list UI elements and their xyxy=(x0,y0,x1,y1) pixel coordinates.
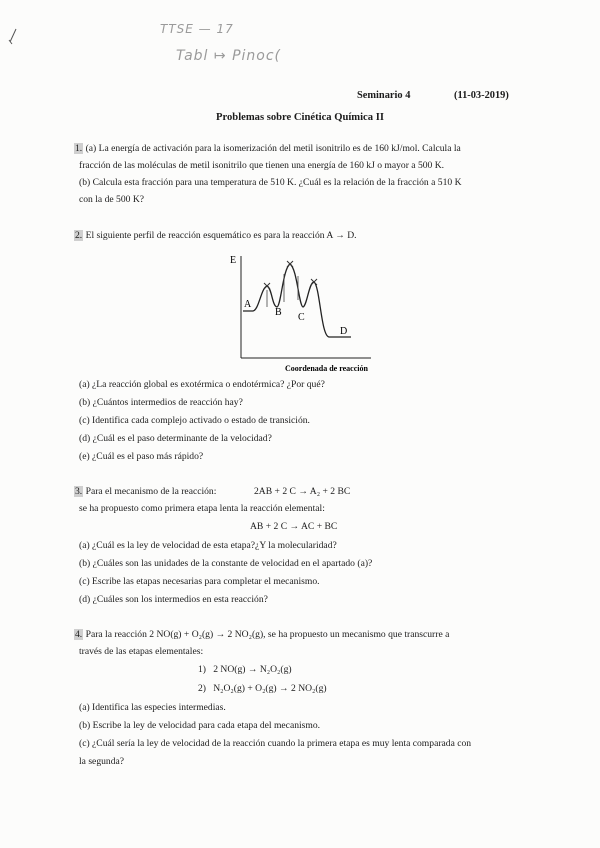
problem-3-intro xyxy=(74,486,216,497)
problem-4-intro-text: Para la reacción 2 NO(g) + O₂(g) → 2 NO₂(g), se ha propuesto un mecanismo que transcurre a xyxy=(85,629,450,640)
problem-4-item-c: (c) ¿Cuál sería la ley de velocidad de la reacción cuando la primera etapa es muy lenta comparada con xyxy=(79,738,472,749)
problem-1-line-4: con la de 500 K? xyxy=(79,194,145,205)
step-equation: N₂O₂(g) + O₂(g) → 2 NO₂(g) xyxy=(213,683,327,694)
problem-number: 4. xyxy=(75,629,83,640)
transition-state-mark xyxy=(264,283,270,289)
problem-2-item-b: (b) ¿Cuántos intermedios de reacción hay? xyxy=(79,397,243,408)
species-label-c: C xyxy=(298,312,305,323)
problem-1-line-1: (a) La energía de activación para la isomerización del metil isonitrilo es de 160 kJ/mol. Calcula la xyxy=(85,143,461,154)
problem-number: 1. xyxy=(75,143,83,154)
problem-2-intro-text: El siguiente perfil de reacción esquemático es para la reacción A → D. xyxy=(85,230,357,241)
pencil-scribble-2: Tabl ↦ Pinoc( xyxy=(176,48,281,64)
species-label-b: B xyxy=(275,307,282,318)
problem-3-line-2: se ha propuesto como primera etapa lenta la reacción elemental: xyxy=(79,503,325,514)
problem-4-item-c-cont: la segunda? xyxy=(79,756,125,767)
species-label-d: D xyxy=(340,326,348,337)
problem-3-item-a: (a) ¿Cuál es la ley de velocidad de esta etapa?¿Y la molecularidad? xyxy=(79,540,337,551)
problem-3-item-c: (c) Escribe las etapas necesarias para completar el mecanismo. xyxy=(79,576,320,587)
transition-state-mark xyxy=(311,279,317,285)
problem-4-intro xyxy=(74,629,449,640)
seminar-label: Seminario 4 xyxy=(357,90,411,101)
problem-3-item-d: (d) ¿Cuáles son los intermedios en esta reacción? xyxy=(79,594,268,605)
elementary-reaction: AB + 2 C → AC + BC xyxy=(250,521,338,532)
problem-number: 3. xyxy=(75,486,83,497)
problem-number: 2. xyxy=(75,230,83,241)
problem-1-line-2: fracción de las moléculas de metil isonitrilo que tienen una energía de 160 kJ o mayor a 500 K. xyxy=(79,160,445,171)
mechanism-step-1 xyxy=(198,664,292,675)
problem-2-item-c: (c) Identifica cada complejo activado o estado de transición. xyxy=(79,415,310,426)
problem-4-item-a: (a) Identifica las especies intermedias. xyxy=(79,702,226,713)
step-number: 2) xyxy=(198,683,206,694)
problem-1-line-3: (b) Calcula esta fracción para una temperatura de 510 K. ¿Cuál es la relación de la fracción a 510 K xyxy=(79,177,462,188)
problem-4-item-b: (b) Escribe la ley de velocidad para cada etapa del mecanismo. xyxy=(79,720,321,731)
problem-2-intro xyxy=(74,230,357,241)
problem-2-item-e: (e) ¿Cuál es el paso más rápido? xyxy=(79,451,204,462)
step-equation: 2 NO(g) → N₂O₂(g) xyxy=(213,664,292,675)
mechanism-step-2 xyxy=(198,683,327,694)
step-number: 1) xyxy=(198,664,206,675)
problem-2-item-a: (a) ¿La reacción global es exotérmica o endotérmica? ¿Por qué? xyxy=(79,379,325,390)
page-title: Problemas sobre Cinética Química II xyxy=(216,112,384,123)
problem-2-item-d: (d) ¿Cuál es el paso determinante de la velocidad? xyxy=(79,433,272,444)
pen-mark xyxy=(6,28,20,46)
overall-reaction: 2AB + 2 C → A₂ + 2 BC xyxy=(254,486,351,497)
reaction-coordinate-label: Coordenada de reacción xyxy=(285,364,368,373)
problem-3-intro-text: Para el mecanismo de la reacción: xyxy=(85,486,217,497)
problem-4-line-2: través de las etapas elementales: xyxy=(79,646,204,657)
energy-axis-label: E xyxy=(230,255,237,266)
reaction-profile-diagram xyxy=(225,250,375,375)
seminar-date: (11-03-2019) xyxy=(454,90,509,101)
problem-3-item-b: (b) ¿Cuáles son las unidades de la constante de velocidad en el apartado (a)? xyxy=(79,558,373,569)
pencil-scribble-1: TTSE — 17 xyxy=(160,22,234,36)
transition-state-mark xyxy=(287,261,293,267)
energy-curve xyxy=(243,264,351,337)
species-label-a: A xyxy=(244,299,252,310)
problem-1-text xyxy=(74,143,461,154)
